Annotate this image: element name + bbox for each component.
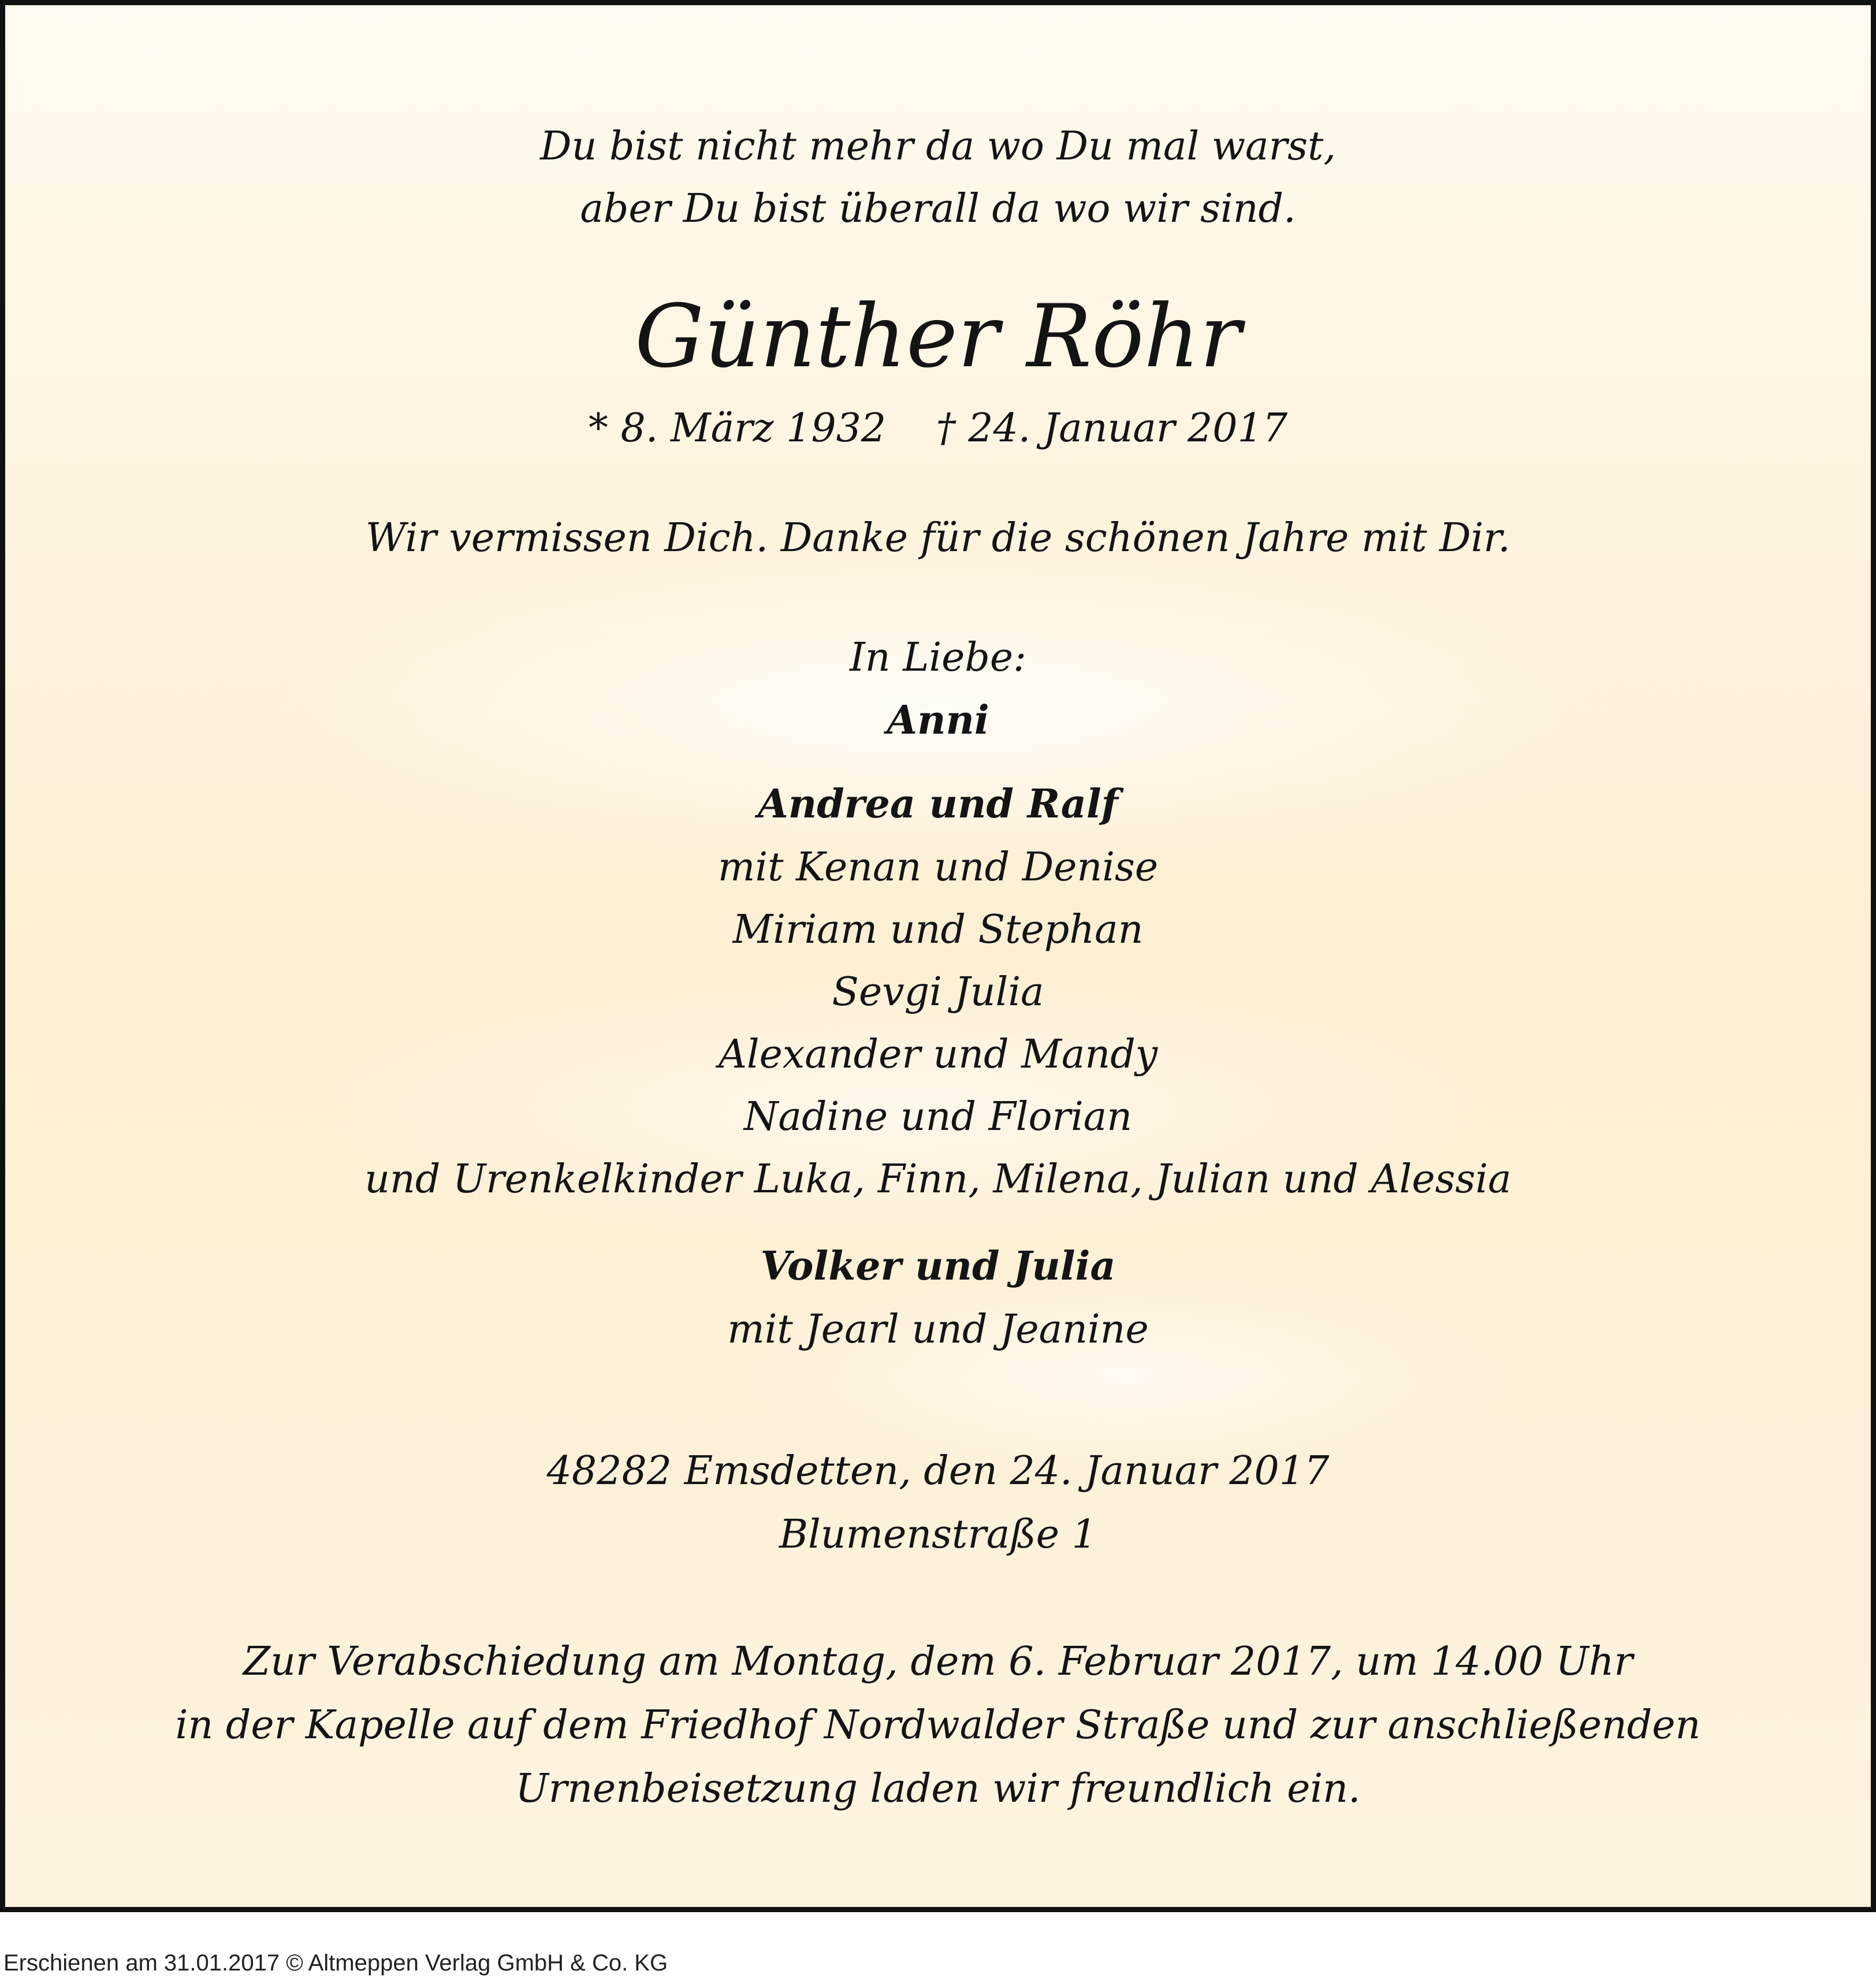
publication-note: Erschienen am 31.01.2017 © Altmeppen Verlag GmbH & Co. KG	[3, 1950, 668, 1976]
family-1-member: mit Kenan und Denise	[717, 845, 1159, 890]
quote-line-1: Du bist nicht mehr da wo Du mal warst,	[540, 124, 1336, 169]
ceremony-line: Zur Verabschiedung am Montag, dem 6. Februar 2017, um 14.00 Uhr	[243, 1639, 1633, 1685]
obituary-notice-content	[10, 10, 1866, 1902]
family-1-member: Sevgi Julia	[832, 969, 1044, 1015]
farewell-message: Wir vermissen Dich. Danke für die schönen Jahre mit Dir.	[365, 515, 1511, 561]
place-date: 48282 Emsdetten, den 24. Januar 2017	[546, 1448, 1330, 1494]
family-2-member: mit Jearl und Jeanine	[727, 1307, 1149, 1352]
ceremony-line: Urnenbeisetzung laden wir freundlich ein.	[515, 1766, 1361, 1812]
family-1-member: und Urenkelkinder Luka, Finn, Milena, Julian und Alessia	[364, 1157, 1512, 1202]
family-1-member: Alexander und Mandy	[718, 1032, 1158, 1077]
family-1-member: Miriam und Stephan	[732, 907, 1144, 953]
address: Blumenstraße 1	[779, 1512, 1097, 1557]
family-1-member: Nadine und Florian	[743, 1094, 1133, 1140]
deceased-name: Günther Röhr	[635, 287, 1241, 387]
quote-line-2: aber Du bist überall da wo wir sind.	[580, 186, 1296, 232]
ceremony-line: in der Kapelle auf dem Friedhof Nordwalder Straße und zur anschließenden	[175, 1702, 1701, 1748]
mourner-spouse: Anni	[887, 697, 989, 743]
family-1-head: Andrea und Ralf	[758, 781, 1118, 827]
life-dates: * 8. März 1932 † 24. Januar 2017	[588, 406, 1288, 451]
family-2-head: Volker und Julia	[760, 1243, 1116, 1289]
in-love-label: In Liebe:	[849, 635, 1027, 681]
